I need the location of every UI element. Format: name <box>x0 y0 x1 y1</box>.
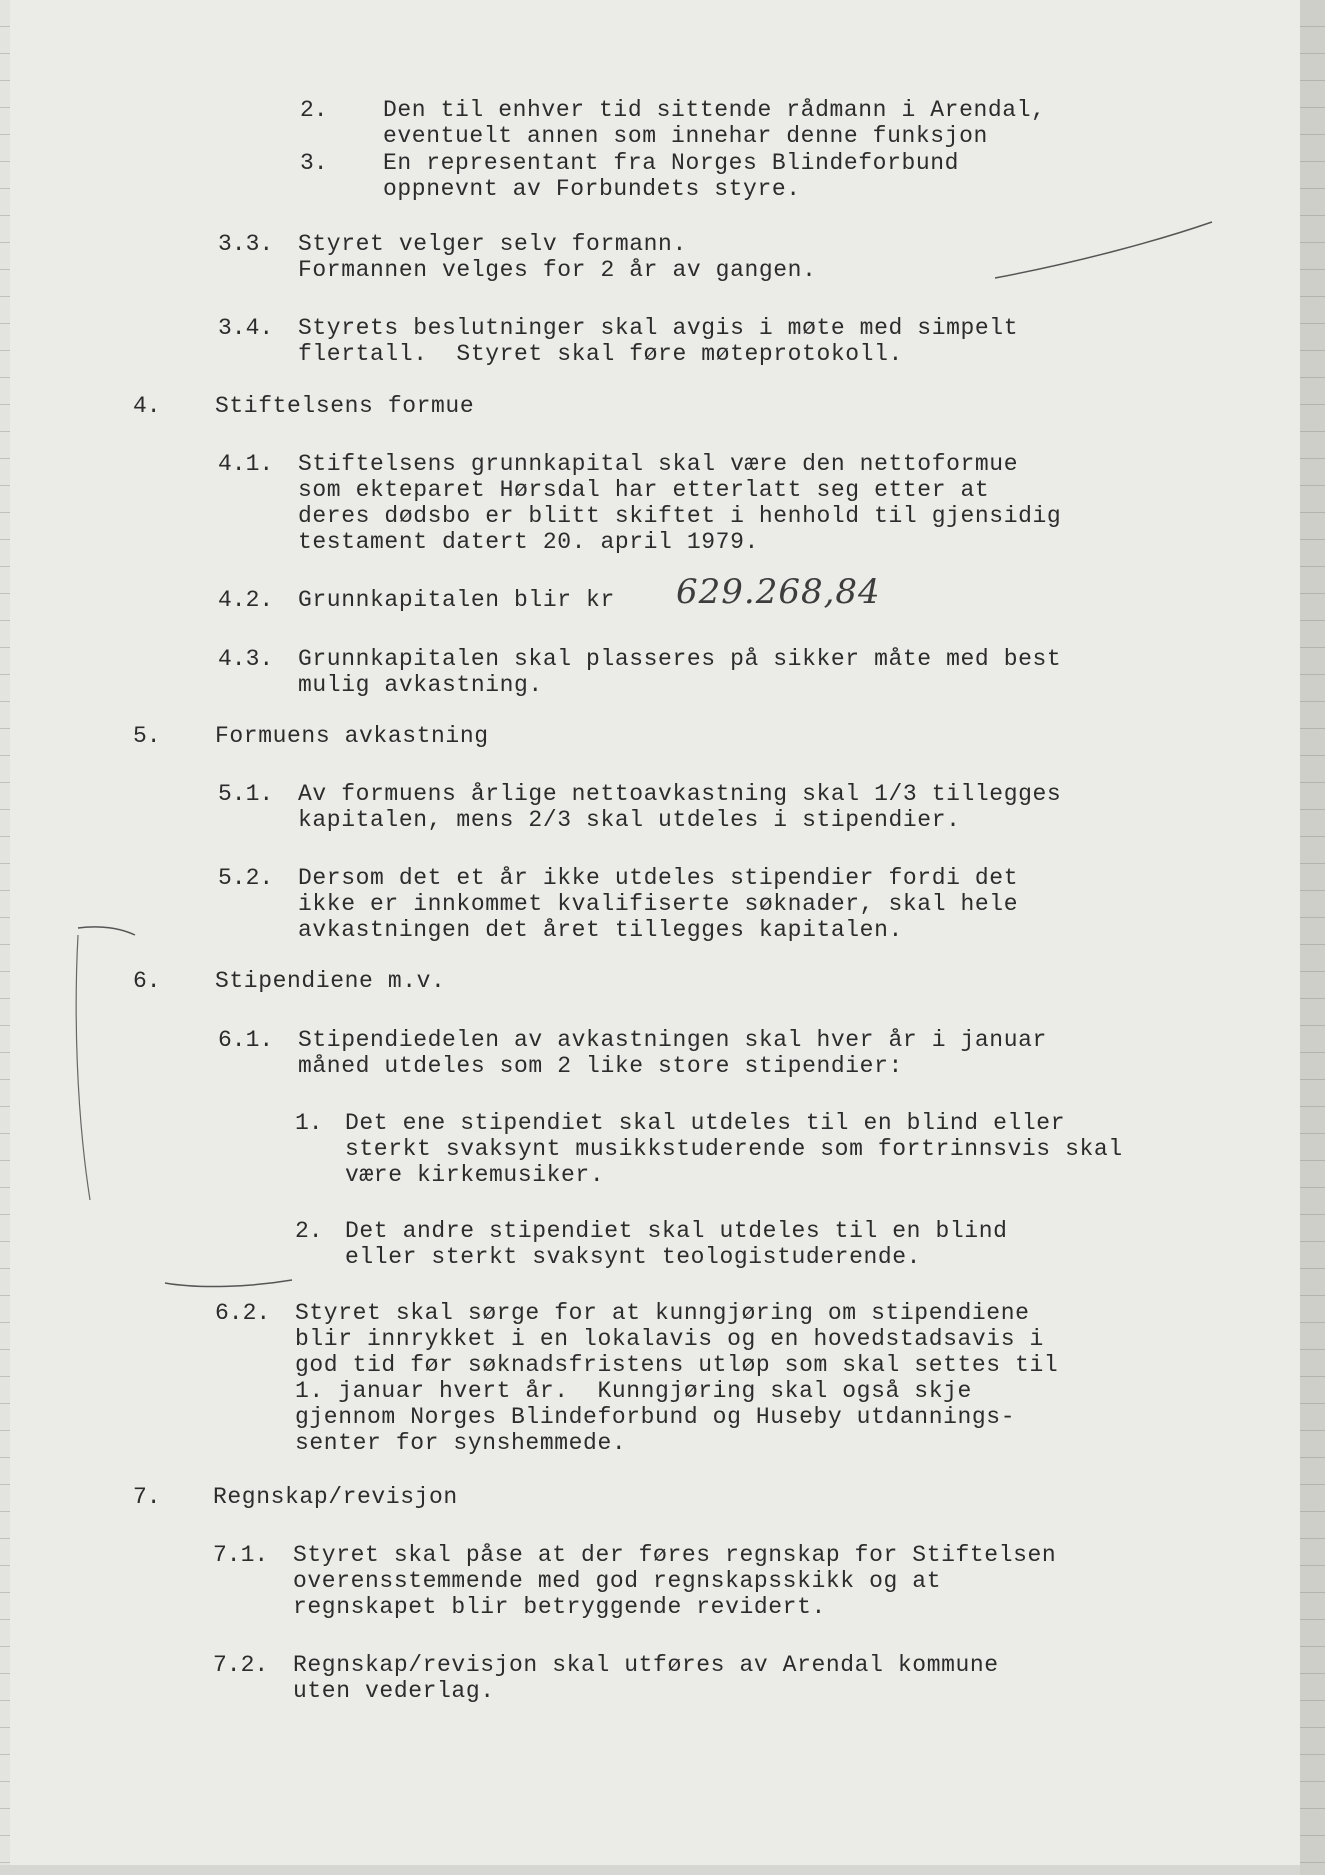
text-line: kapitalen, mens 2/3 skal utdeles i stipendier. <box>298 807 961 833</box>
text-line: eventuelt annen som innehar denne funksjon <box>383 123 988 149</box>
text-line: uten vederlag. <box>293 1678 495 1704</box>
text-line: ikke er innkommet kvalifiserte søknader, skal hele <box>298 891 1019 917</box>
text-line: være kirkemusiker. <box>345 1162 605 1188</box>
text-line: flertall. Styret skal føre møteprotokoll. <box>298 341 903 367</box>
text-line: avkastningen det året tillegges kapitalen. <box>298 917 903 943</box>
text-line: Dersom det et år ikke utdeles stipendier fordi det <box>298 865 1019 891</box>
section-number: 2. <box>300 97 328 123</box>
section-number: 6.2. <box>215 1300 271 1326</box>
text-line: god tid før søknadsfristens utløp som skal settes til <box>295 1352 1059 1378</box>
text-line: gjennom Norges Blindeforbund og Huseby utdannings- <box>295 1404 1016 1430</box>
section-number: 5.2. <box>218 865 274 891</box>
section-number: 4.2. <box>218 587 274 613</box>
text-line: Formuens avkastning <box>215 723 489 749</box>
section-number: 1. <box>295 1110 323 1136</box>
page-edge-right <box>1300 0 1325 1875</box>
section-number: 4.3. <box>218 646 274 672</box>
section-number: 6. <box>133 968 161 994</box>
text-line: 1. januar hvert år. Kunngjøring skal også skje <box>295 1378 972 1404</box>
text-line: oppnevnt av Forbundets styre. <box>383 176 801 202</box>
text-line: senter for synshemmede. <box>295 1430 627 1456</box>
section-number: 5.1. <box>218 781 274 807</box>
text-line: Stipendiedelen av avkastningen skal hver år i januar <box>298 1027 1047 1053</box>
section-number: 3. <box>300 150 328 176</box>
section-number: 2. <box>295 1218 323 1244</box>
section-number: 6.1. <box>218 1027 274 1053</box>
text-line: Stiftelsens grunnkapital skal være den nettoformue <box>298 451 1019 477</box>
handwritten-amount: 629.268,84 <box>676 572 881 612</box>
section-number: 7.1. <box>213 1542 269 1568</box>
text-line: testament datert 20. april 1979. <box>298 529 759 555</box>
text-line: Det andre stipendiet skal utdeles til en blind <box>345 1218 1008 1244</box>
text-line: Styrets beslutninger skal avgis i møte med simpelt <box>298 315 1019 341</box>
text-line: som ekteparet Hørsdal har etterlatt seg etter at <box>298 477 990 503</box>
text-line: Stiftelsens formue <box>215 393 475 419</box>
text-line: Styret velger selv formann. <box>298 231 687 257</box>
section-number: 3.3. <box>218 231 274 257</box>
text-line: blir innrykket i en lokalavis og en hovedstadsavis i <box>295 1326 1044 1352</box>
text-line: Av formuens årlige nettoavkastning skal 1/3 tillegges <box>298 781 1062 807</box>
text-line: Styret skal påse at der føres regnskap for Stiftelsen <box>293 1542 1057 1568</box>
text-line: Regnskap/revisjon <box>213 1484 458 1510</box>
text-line: eller sterkt svaksynt teologistuderende. <box>345 1244 922 1270</box>
text-line: mulig avkastning. <box>298 672 543 698</box>
text-line: deres dødsbo er blitt skiftet i henhold til gjensidig <box>298 503 1062 529</box>
text-line: Grunnkapitalen blir kr <box>298 587 615 613</box>
text-line: En representant fra Norges Blindeforbund <box>383 150 960 176</box>
text-line: Styret skal sørge for at kunngjøring om stipendiene <box>295 1300 1030 1326</box>
text-line: sterkt svaksynt musikkstuderende som fortrinnsvis skal <box>345 1136 1123 1162</box>
text-line: overensstemmende med god regnskapsskikk og at <box>293 1568 942 1594</box>
section-number: 4. <box>133 393 161 419</box>
text-line: Formannen velges for 2 år av gangen. <box>298 257 817 283</box>
text-line: Den til enhver tid sittende rådmann i Arendal, <box>383 97 1046 123</box>
text-line: Grunnkapitalen skal plasseres på sikker måte med best <box>298 646 1062 672</box>
text-line: Regnskap/revisjon skal utføres av Arendal kommune <box>293 1652 999 1678</box>
text-line: regnskapet blir betryggende revidert. <box>293 1594 826 1620</box>
section-number: 3.4. <box>218 315 274 341</box>
section-number: 7.2. <box>213 1652 269 1678</box>
section-number: 5. <box>133 723 161 749</box>
text-line: Det ene stipendiet skal utdeles til en blind eller <box>345 1110 1066 1136</box>
text-line: Stipendiene m.v. <box>215 968 446 994</box>
section-number: 4.1. <box>218 451 274 477</box>
text-line: måned utdeles som 2 like store stipendier: <box>298 1053 903 1079</box>
section-number: 7. <box>133 1484 161 1510</box>
